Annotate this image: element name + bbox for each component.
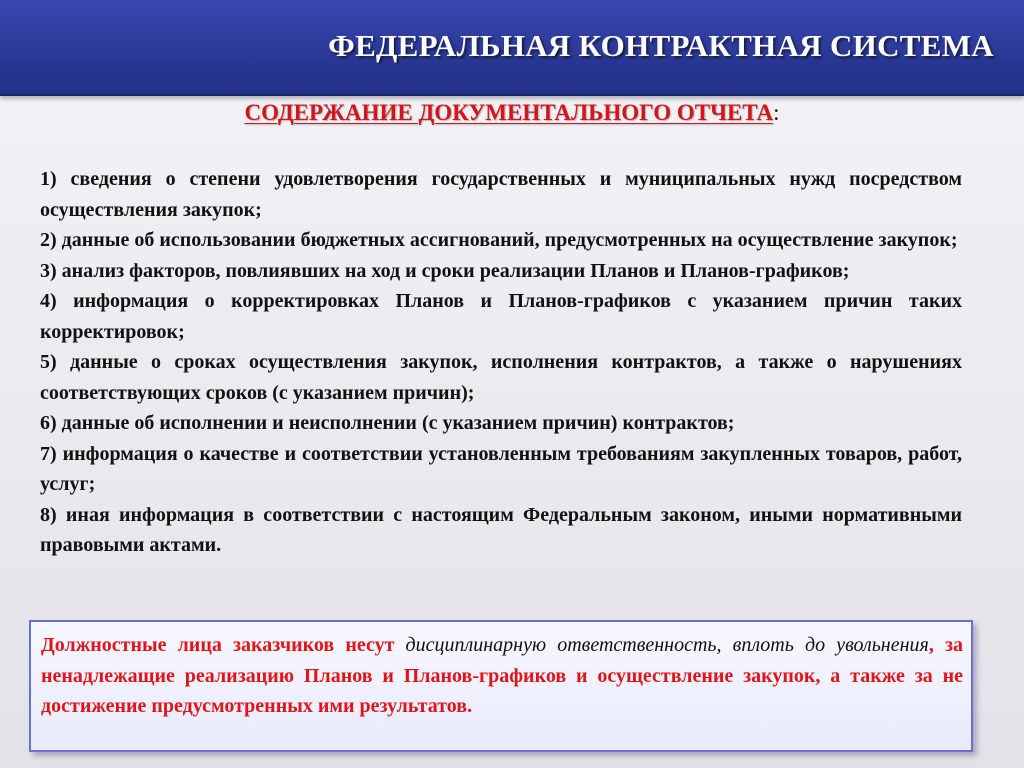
note-emphasis: дисциплинарную ответственность, вплоть до увольнения bbox=[405, 634, 929, 656]
section-heading bbox=[0, 100, 1024, 126]
slide-title: ФЕДЕРАЛЬНАЯ КОНТРАКТНАЯ СИСТЕМА bbox=[328, 28, 994, 63]
section-heading-colon: : bbox=[773, 100, 780, 125]
list-item: 2) данные об использовании бюджетных ассигнований, предусмотренных на осуществление закупок; bbox=[40, 229, 958, 251]
report-contents-list bbox=[40, 164, 962, 561]
title-bar bbox=[0, 0, 1024, 96]
responsibility-note bbox=[41, 630, 963, 722]
section-heading-text: СОДЕРЖАНИЕ ДОКУМЕНТАЛЬНОГО ОТЧЕТА bbox=[244, 100, 774, 125]
list-item: 8) иная информация в соответствии с настоящим Федеральным законом, иными нормативными правовыми актами. bbox=[40, 503, 962, 556]
list-item: 6) данные об исполнении и неисполнении (с указанием причин) контрактов; bbox=[40, 412, 735, 434]
list-item: 3) анализ факторов, повлиявших на ход и сроки реализации Планов и Планов-графиков; bbox=[40, 259, 850, 282]
note-part-2: , за ненадлежащие реализацию Планов и Планов-графиков и осуществление закупок, а также за не достижение предусмотренных ими результатов. bbox=[41, 634, 963, 717]
list-item: 4) информация о корректировках Планов и Планов-графиков с указанием причин таких корректировок; bbox=[40, 290, 962, 343]
note-part-1: Должностные лица заказчиков несут bbox=[41, 634, 406, 656]
responsibility-note-box bbox=[29, 620, 973, 752]
list-item: 5) данные о сроках осуществления закупок, исполнения контрактов, а также о нарушениях соответствующих сроков (с указанием причин); bbox=[40, 351, 962, 404]
list-item: 7) информация о качестве и соответствии установленным требованиям закупленных товаров, работ, услуг; bbox=[40, 442, 962, 495]
list-item: 1) сведения о степени удовлетворения государственных и муниципальных нужд посредством осуществления закупок; bbox=[40, 168, 962, 221]
